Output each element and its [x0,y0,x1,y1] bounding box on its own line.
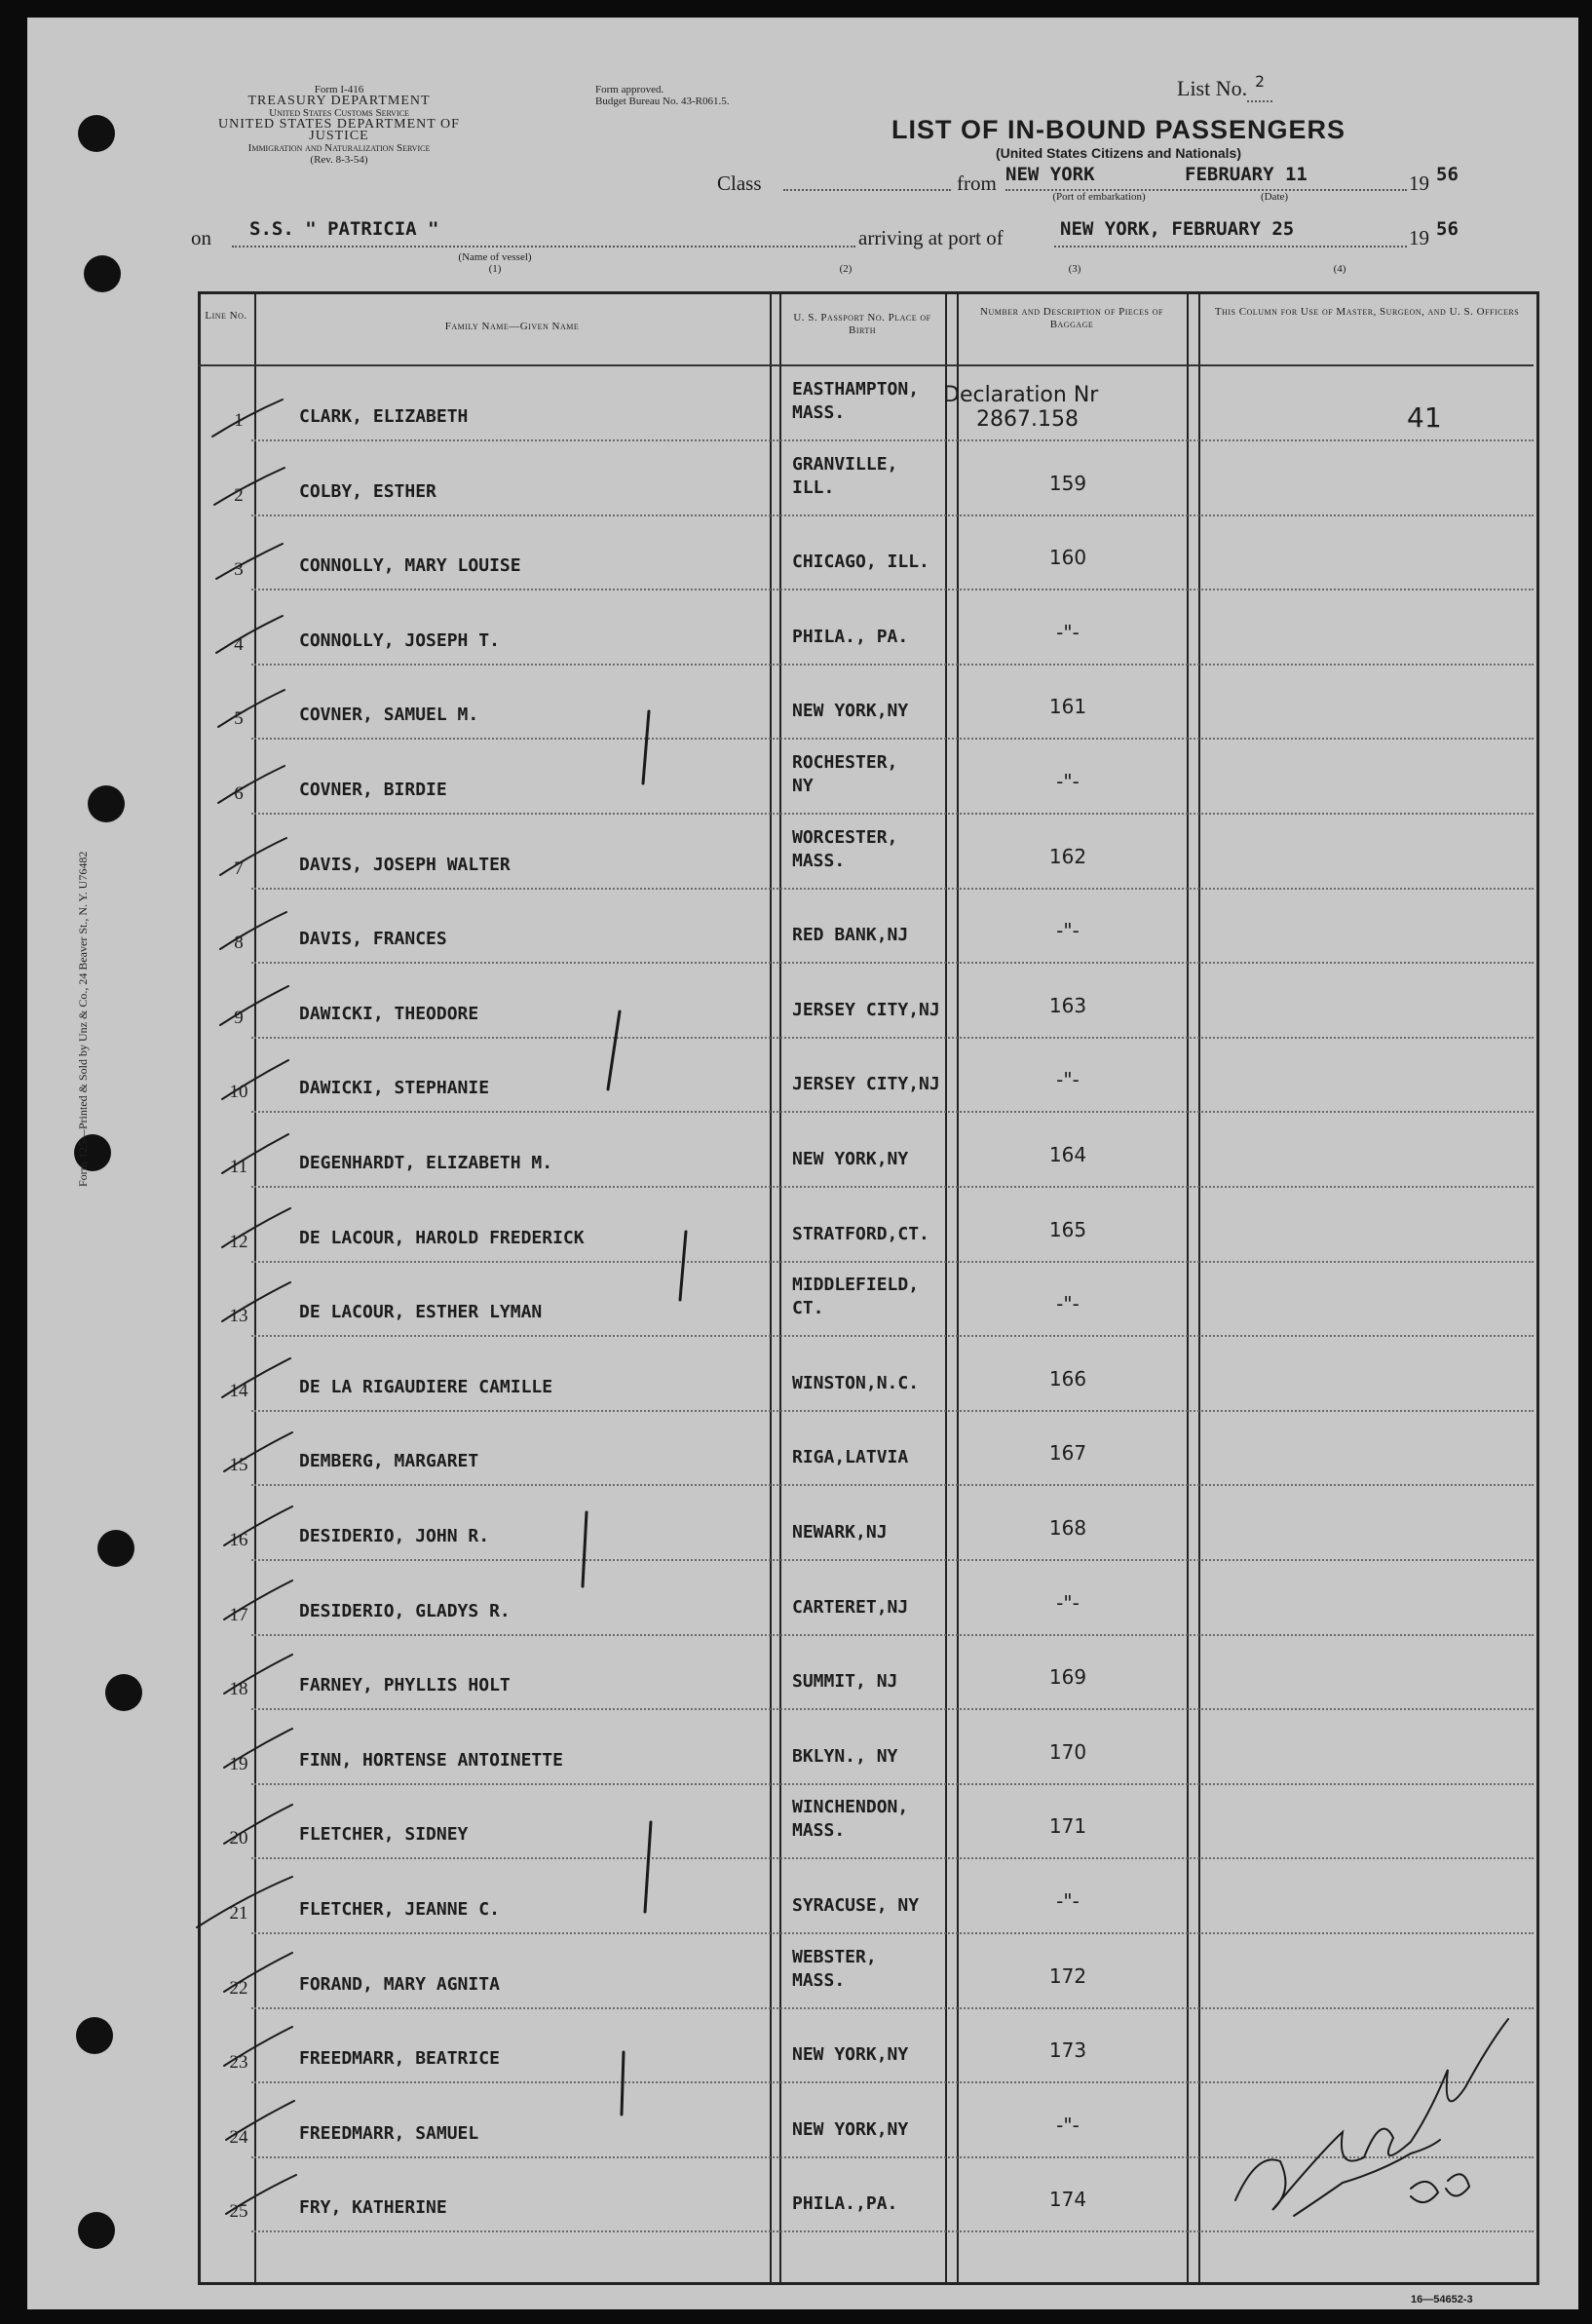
baggage-entry: -"- [1056,1889,1080,1913]
baggage-entry: 169 [1048,1665,1087,1690]
baggage-entry: 174 [1048,2188,1087,2212]
passenger-name: DE LACOUR, HAROLD FREDERICK [299,1227,585,1248]
treasury-dept: TREASURY DEPARTMENT [247,94,431,108]
birthplace-line-2: NEWARK,NJ [792,1522,888,1543]
line-number: 14 [229,1380,248,1401]
line-number: 3 [234,559,244,581]
class-label: Class [717,171,762,195]
form-number: Form I-416 [314,84,364,95]
line-number: 20 [229,1828,248,1849]
baggage-entry: 171 [1048,1814,1087,1839]
baggage-entry: -"- [1056,1590,1080,1615]
passenger-name: FREEDMARR, BEATRICE [299,2048,500,2070]
baggage-entry: 173 [1048,2038,1087,2063]
line-number: 16 [229,1530,248,1550]
passenger-name: COLBY, ESTHER [299,480,436,502]
arrival-port-date: NEW YORK, FEBRUARY 25 [1060,218,1295,240]
vessel-caption: (Name of vessel) [458,251,532,263]
justice-dept: UNITED STATES DEPARTMENT OF JUSTICE [218,117,460,143]
line-number: 12 [229,1231,248,1252]
birthplace-line-2: CHICAGO, ILL. [792,552,929,573]
passenger-name: DESIDERIO, JOHN R. [299,1526,490,1546]
customs-service: United States Customs Service [269,107,409,119]
birthplace-line-2: MASS. [792,402,846,423]
passenger-name: FLETCHER, JEANNE C. [299,1899,500,1920]
passenger-name: DAWICKI, STEPHANIE [299,1078,490,1099]
col-header-passport: U. S. Passport No. Place of Birth [793,312,931,336]
line-number: 25 [229,2201,248,2223]
baggage-entry: 161 [1048,695,1087,719]
birthplace-line-2: STRATFORD,CT. [792,1223,929,1244]
baggage-entry: -"- [1056,1292,1080,1316]
ins-service: Immigration and Naturalization Service [247,142,431,154]
birthplace-line-1: WORCESTER, [792,826,898,848]
vessel-name: S.S. " PATRICIA " [249,218,439,240]
line-number: 22 [229,1977,248,1999]
line-number: 19 [229,1753,248,1774]
manifest-sheet [27,18,1578,2309]
baggage-entry: 164 [1048,1143,1087,1166]
line-number: 24 [229,2126,248,2148]
line-number: 15 [229,1455,248,1476]
col-header-baggage: Number and Description of Pieces of Baggage [980,306,1163,330]
budget-bureau-text: Budget Bureau No. 43-R061.5. [595,95,730,107]
baggage-entry: 168 [1048,1516,1087,1540]
birthplace-line-2: NEW YORK,NY [792,1149,909,1169]
baggage-entry: 172 [1048,1963,1087,1988]
birthplace-line-2: WINSTON,N.C. [792,1372,920,1393]
baggage-entry: 162 [1048,844,1087,868]
page-title: LIST OF IN-BOUND PASSENGERS [891,115,1346,144]
form-revision: (Rev. 8-3-54) [310,154,368,166]
caption-3: (3) [1068,263,1081,275]
line-number: 5 [234,708,244,730]
handwritten-marks [27,18,1578,2309]
birthplace-line-2: NEW YORK,NY [792,2118,909,2140]
birthplace-line-2: MASS. [792,1969,846,1991]
passenger-name: DE LACOUR, ESTHER LYMAN [299,1302,543,1323]
birthplace-line-2: CT. [792,1298,824,1319]
baggage-entry: 170 [1048,1739,1087,1764]
arrival-year: 56 [1436,218,1459,240]
birthplace-line-2: NEW YORK,NY [792,2044,909,2066]
birthplace-line-1: WEBSTER, [792,1946,877,1967]
line-number: 8 [234,933,244,954]
declaration-number: 2867.158 [976,407,1079,432]
on-label: on [191,226,211,249]
birthplace-line-2: SYRACUSE, NY [792,1895,920,1916]
col-header-officers: This Column for Use of Master, Surgeon, and U. S. Officers [1214,306,1520,318]
line-number: 9 [234,1007,244,1028]
line-number: 18 [229,1679,248,1700]
birthplace-line-2: JERSEY CITY,NJ [792,1074,940,1095]
footer-code: 16—54652-3 [1411,2294,1473,2305]
birthplace-line-2: PHILA.,PA. [792,2193,898,2215]
baggage-entry: 165 [1048,1217,1087,1241]
line-number: 6 [234,783,244,804]
list-number-label: List No. [1177,76,1248,100]
passenger-name: FARNEY, PHYLLIS HOLT [299,1675,511,1696]
baggage-entry: -"- [1056,2113,1080,2137]
baggage-entry: 167 [1048,1441,1087,1466]
year-prefix-2: 19 [1409,226,1429,249]
passenger-name: FORAND, MARY AGNITA [299,1973,500,1995]
birthplace-line-1: EASTHAMPTON, [792,379,920,400]
baggage-entry: -"- [1056,770,1080,793]
baggage-entry: 159 [1048,471,1087,495]
birthplace-line-2: RIGA,LATVIA [792,1447,909,1468]
year-prefix-1: 19 [1409,171,1429,195]
line-number: 21 [229,1903,248,1924]
passenger-name: FRY, KATHERINE [299,2197,447,2219]
port-of-embarkation: NEW YORK [1005,164,1095,185]
embarkation-date: FEBRUARY 11 [1185,164,1308,185]
embarkation-year: 56 [1436,164,1459,185]
birthplace-line-1: MIDDLEFIELD, [792,1275,920,1296]
passenger-name: DAVIS, FRANCES [299,929,447,950]
port-caption: (Port of embarkation) [1052,191,1146,203]
page-subtitle: (United States Citizens and Nationals) [995,145,1242,161]
birthplace-line-1: GRANVILLE, [792,453,898,475]
passenger-name: CONNOLLY, JOSEPH T. [299,629,500,651]
date-caption: (Date) [1260,191,1289,203]
birthplace-line-2: NY [792,776,814,796]
officer-note: 41 [1407,401,1442,434]
list-number-value: 2 [1255,72,1265,91]
baggage-entry: 160 [1048,546,1087,570]
line-number: 11 [229,1157,248,1177]
passenger-name: DESIDERIO, GLADYS R. [299,1600,511,1621]
birthplace-line-1: ROCHESTER, [792,752,898,773]
birthplace-line-2: NEW YORK,NY [792,701,909,722]
birthplace-line-2: MASS. [792,850,846,871]
passenger-name: COVNER, BIRDIE [299,780,447,800]
line-number: 7 [234,857,244,879]
birthplace-line-2: CARTERET,NJ [792,1596,909,1618]
passenger-name: DE LA RIGAUDIERE CAMILLE [299,1376,553,1397]
birthplace-line-2: RED BANK,NJ [792,925,909,946]
birthplace-line-1: WINCHENDON, [792,1797,909,1818]
baggage-entry: -"- [1056,1068,1080,1092]
caption-1: (1) [488,263,502,275]
caption-2: (2) [839,263,853,275]
passenger-name: DEGENHARDT, ELIZABETH M. [299,1153,553,1173]
passenger-name: CONNOLLY, MARY LOUISE [299,555,521,577]
baggage-entry: 163 [1048,993,1087,1017]
col-header-line-no: Line No. [205,310,247,322]
birthplace-line-2: BKLYN., NY [792,1745,898,1767]
line-number: 13 [229,1306,248,1327]
line-number: 10 [229,1082,248,1103]
line-number: 4 [234,633,244,655]
line-number: 2 [234,484,244,506]
col-header-name: Family Name—Given Name [444,321,580,332]
caption-4: (4) [1333,263,1346,275]
arriving-label: arriving at port of [858,226,1004,249]
birthplace-line-2: PHILA., PA. [792,626,909,647]
baggage-entry: -"- [1056,620,1080,644]
baggage-entry: -"- [1056,919,1080,943]
line-number: 1 [234,410,244,431]
passenger-name: FINN, HORTENSE ANTOINETTE [299,1749,563,1771]
passenger-name: FREEDMARR, SAMUEL [299,2122,479,2144]
passenger-name: FLETCHER, SIDNEY [299,1824,469,1846]
approved-text: Form approved. [595,84,664,95]
passenger-name: DAVIS, JOSEPH WALTER [299,854,511,875]
line-number: 23 [229,2052,248,2074]
baggage-entry: 166 [1048,1366,1087,1391]
declaration-label: Declaration Nr [943,383,1099,407]
passenger-name: COVNER, SAMUEL M. [299,705,479,726]
passenger-name: CLARK, ELIZABETH [299,406,469,427]
from-label: from [957,171,997,195]
line-number: 17 [229,1604,248,1625]
passenger-name: DAWICKI, THEODORE [299,1003,479,1024]
birthplace-line-2: SUMMIT, NJ [792,1671,898,1693]
birthplace-line-2: MASS. [792,1820,846,1842]
passenger-name: DEMBERG, MARGARET [299,1451,479,1472]
birthplace-line-2: ILL. [792,476,835,498]
birthplace-line-2: JERSEY CITY,NJ [792,999,940,1020]
printer-imprint: Form 125—Printed & Sold by Unz & Co., 24 Beaver St., N. Y. U76482 [76,851,90,1187]
